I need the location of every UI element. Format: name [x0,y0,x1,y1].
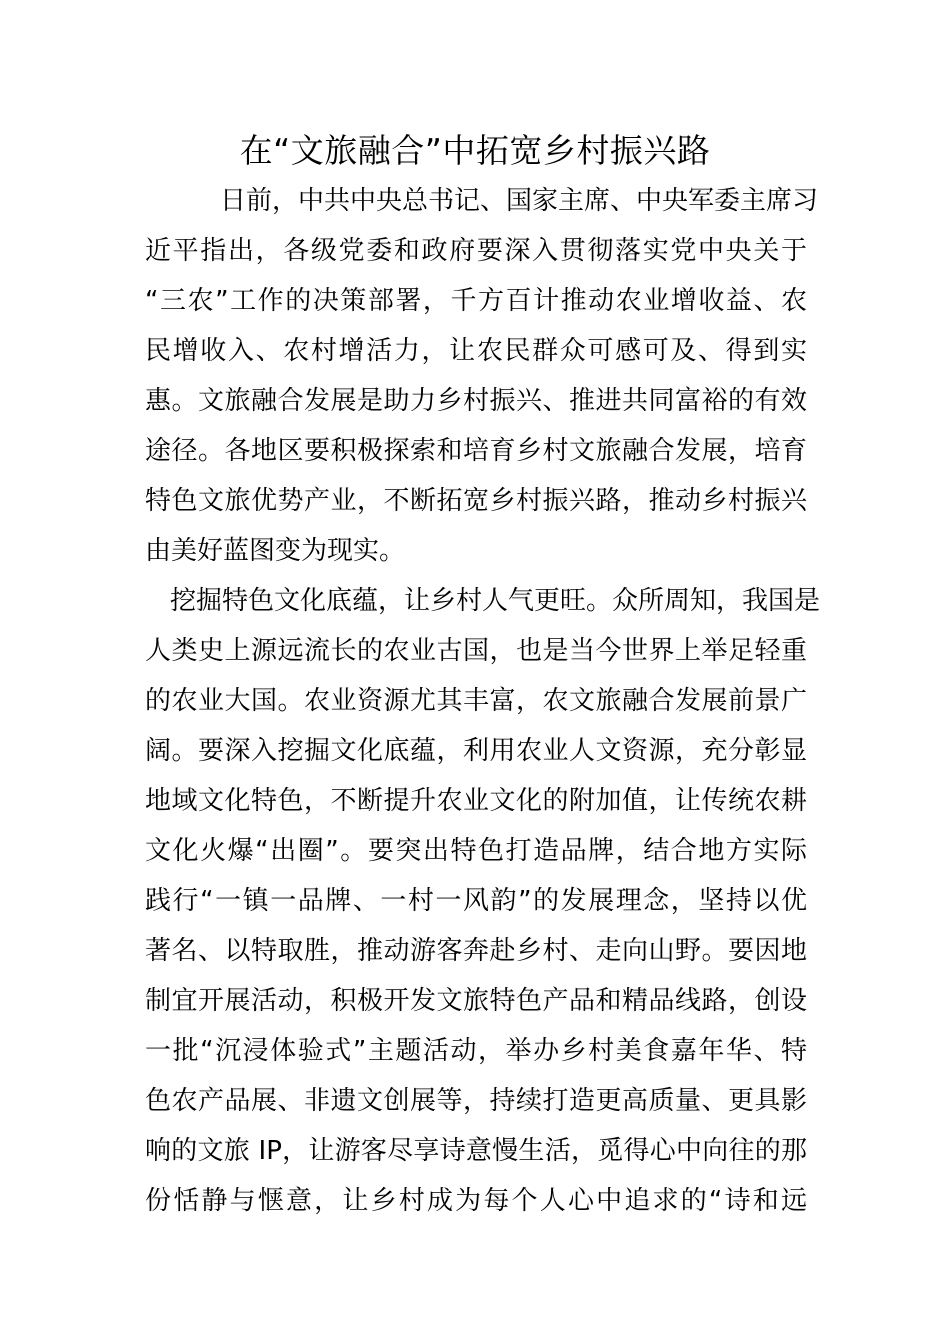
paragraph-line: 制宜开展活动，积极开发文旅特色产品和精品线路，创设 [145,986,807,1016]
paragraph-line: 响的文旅 IP，让游客尽享诗意慢生活，觅得心中向往的那 [145,1136,807,1166]
paragraph-line: 人类史上源远流长的农业古国，也是当今世界上举足轻重 [145,636,807,666]
paragraph-line: 一批“沉浸体验式”主题活动，举办乡村美食嘉年华、特 [145,1036,807,1066]
paragraph-line: 份恬静与惬意，让乡村成为每个人心中追求的“诗和远 [145,1186,807,1216]
document-title: 在“文旅融合”中拓宽乡村振兴路 [239,131,711,170]
paragraph-line: “三农”工作的决策部署，千方百计推动农业增收益、农 [145,286,807,316]
paragraph-line: 日前，中共中央总书记、国家主席、中央军委主席习 [220,186,819,216]
paragraph-line: 特色文旅优势产业，不断拓宽乡村振兴路，推动乡村振兴 [145,486,807,516]
paragraph-line: 践行“一镇一品牌、一村一风韵”的发展理念，坚持以优 [145,886,807,916]
paragraph-line: 民增收入、农村增活力，让农民群众可感可及、得到实 [145,336,807,366]
paragraph-line: 色农产品展、非遗文创展等，持续打造更高质量、更具影 [145,1086,807,1116]
paragraph-line: 由美好蓝图变为现实。 [145,536,406,566]
paragraph-line: 地域文化特色，不断提升农业文化的附加值，让传统农耕 [145,786,807,816]
paragraph-line: 的农业大国。农业资源尤其丰富，农文旅融合发展前景广 [145,686,807,716]
paragraph-line: 近平指出，各级党委和政府要深入贯彻落实党中央关于 [145,236,807,266]
paragraph-line: 途径。各地区要积极探索和培育乡村文旅融合发展，培育 [145,436,807,466]
paragraph-line: 著名、以特取胜，推动游客奔赴乡村、走向山野。要因地 [145,936,807,966]
paragraph-line: 挖掘特色文化底蕴，让乡村人气更旺。众所周知，我国是 [170,586,821,616]
paragraph-line: 阔。要深入挖掘文化底蕴，利用农业人文资源，充分彰显 [145,736,807,766]
paragraph-line: 文化火爆“出圈”。要突出特色打造品牌，结合地方实际 [145,836,807,866]
paragraph-line: 惠。文旅融合发展是助力乡村振兴、推进共同富裕的有效 [145,386,807,416]
